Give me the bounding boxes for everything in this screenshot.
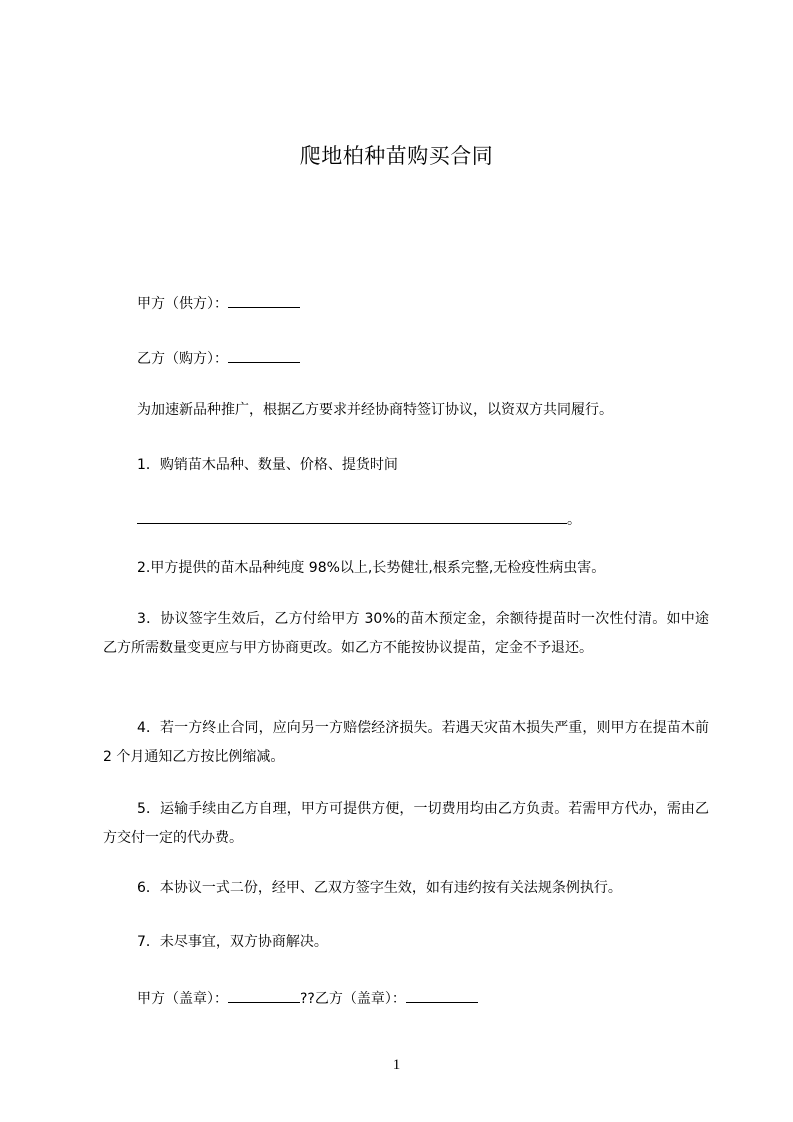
clause-1-blank[interactable] [137,509,567,524]
clause-1-fill-line [137,509,581,529]
party-a-label: 甲方（供方）： [137,296,228,312]
intro-text: 为加速新品种推广，根据乙方要求并经协商特签订协议，以资双方共同履行。 [137,402,613,418]
clause-7-text: 7．未尽事宜，双方协商解决。 [137,934,328,950]
clause-2-text: 2.甲方提供的苗木品种纯度 98%以上,长势健壮,根系完整,无检疫性病虫害。 [137,560,606,576]
clause-6-text: 6．本协议一式二份，经甲、乙双方签字生效，如有违约按有关法规条例执行。 [137,880,622,896]
party-a-line [137,293,300,313]
sign-separator: ?? [300,991,315,1007]
clause-1-heading: 1．购销苗木品种、数量、价格、提货时间 [137,457,398,473]
clause-4-text: 4．若一方终止合同，应向另一方赔偿经济损失。若遇天灾苗木损失严重，则甲方在提苗木前 2 个月通知乙方按比例缩减。 [103,720,709,765]
clause-3-text: 3．协议签字生效后，乙方付给甲方 30%的苗木预定金，余额待提苗时一次性付清。如中途乙方所需数量变更应与甲方协商更改。如乙方不能按协议提苗，定金不予退还。 [103,611,709,656]
sign-b-label: 乙方（盖章）： [314,991,406,1007]
party-b-line [137,348,300,368]
signature-line [137,988,478,1008]
sign-a-label: 甲方（盖章）： [137,991,228,1007]
party-b-label: 乙方（购方）： [137,351,228,367]
document-title: 爬地柏种苗购买合同 [299,144,494,168]
sign-a-blank[interactable] [228,988,300,1003]
party-b-blank[interactable] [228,348,300,363]
clause-1-end: 。 [567,512,581,528]
sign-b-blank[interactable] [406,988,478,1003]
clause-5-text: 5．运输手续由乙方自理，甲方可提供方便，一切费用均由乙方负责。若需甲方代办，需由乙方交付一定的代办费。 [103,801,709,846]
party-a-blank[interactable] [228,293,300,308]
page-number: 1 [392,1057,401,1073]
